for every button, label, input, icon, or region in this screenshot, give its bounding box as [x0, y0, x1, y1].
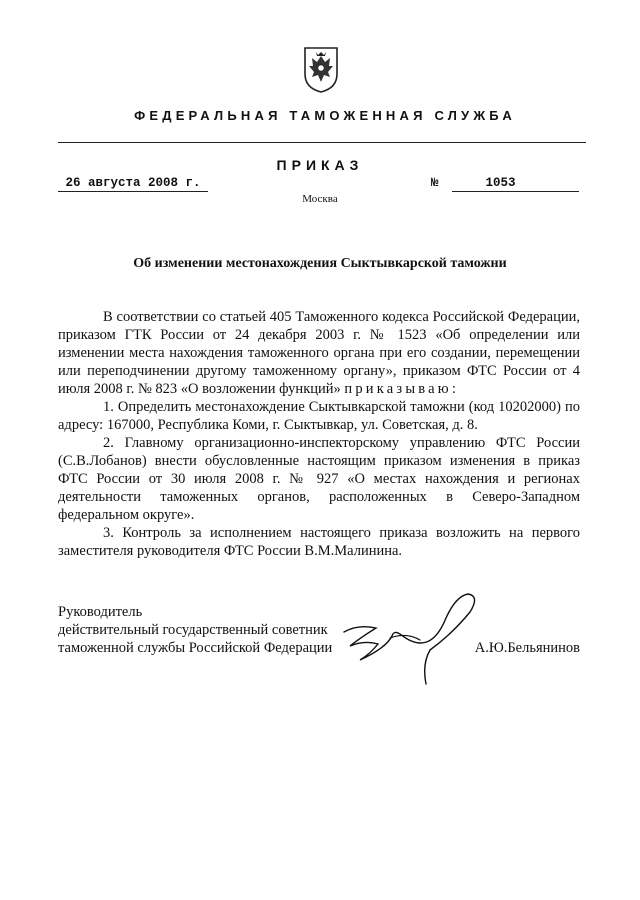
- issue-city: Москва: [302, 193, 338, 205]
- signatory-line-1: Руководитель: [58, 604, 143, 620]
- document-title: Об изменении местонахождения Сыктывкарской таможни: [133, 256, 507, 271]
- handwritten-signature: [330, 588, 490, 688]
- order-word: приказываю:: [344, 381, 460, 397]
- document-body: [58, 308, 580, 560]
- order-number: 1053: [452, 176, 579, 192]
- order-date: 26 августа 2008 г.: [58, 176, 208, 192]
- clause-2: 2. Главному организационно-инспекторскому управлению ФТС России (С.В.Лобанов) внести обусловленные настоящим приказом изменения в приказ ФТС России от 30 июля 2008 г. № 927 «О местах нахождения и регионах деятельности таможенных органов, расположенных в Северо-Западном федеральном округе».: [58, 435, 580, 523]
- state-emblem-icon: [299, 44, 343, 94]
- number-sign: №: [431, 176, 439, 190]
- clause-1: 1. Определить местонахождение Сыктывкарской таможни (код 10202000) по адресу: 167000, Республика Коми, г. Сыктывкар, ул. Советская, д. 8.: [58, 399, 580, 433]
- signatory-line-2: действительный государственный советник: [58, 622, 328, 638]
- signatory-line-3: таможенной службы Российской Федерации: [58, 640, 333, 656]
- preamble-paragraph: [58, 308, 580, 398]
- header-divider: [58, 142, 586, 143]
- signatory-title: [58, 603, 332, 657]
- preamble-text: В соответствии со статьей 405 Таможенного кодекса Российской Федерации, приказом ГТК России от 24 декабря 2003 г. № 1523 «Об определении или изменении места нахождения таможенного органа при его создании, перемещении или переподчинении другому таможенному органу», приказом ФТС России от 4 июля 2008 г. № 823 «О возложении функций»: [58, 309, 580, 397]
- agency-name: ФЕДЕРАЛЬНАЯ ТАМОЖЕННАЯ СЛУЖБА: [134, 108, 516, 123]
- clause-3: 3. Контроль за исполнением настоящего приказа возложить на первого заместителя руководителя ФТС России В.М.Малинина.: [58, 525, 580, 559]
- document-type: ПРИКАЗ: [276, 157, 364, 173]
- signatory-name: А.Ю.Бельянинов: [474, 640, 580, 656]
